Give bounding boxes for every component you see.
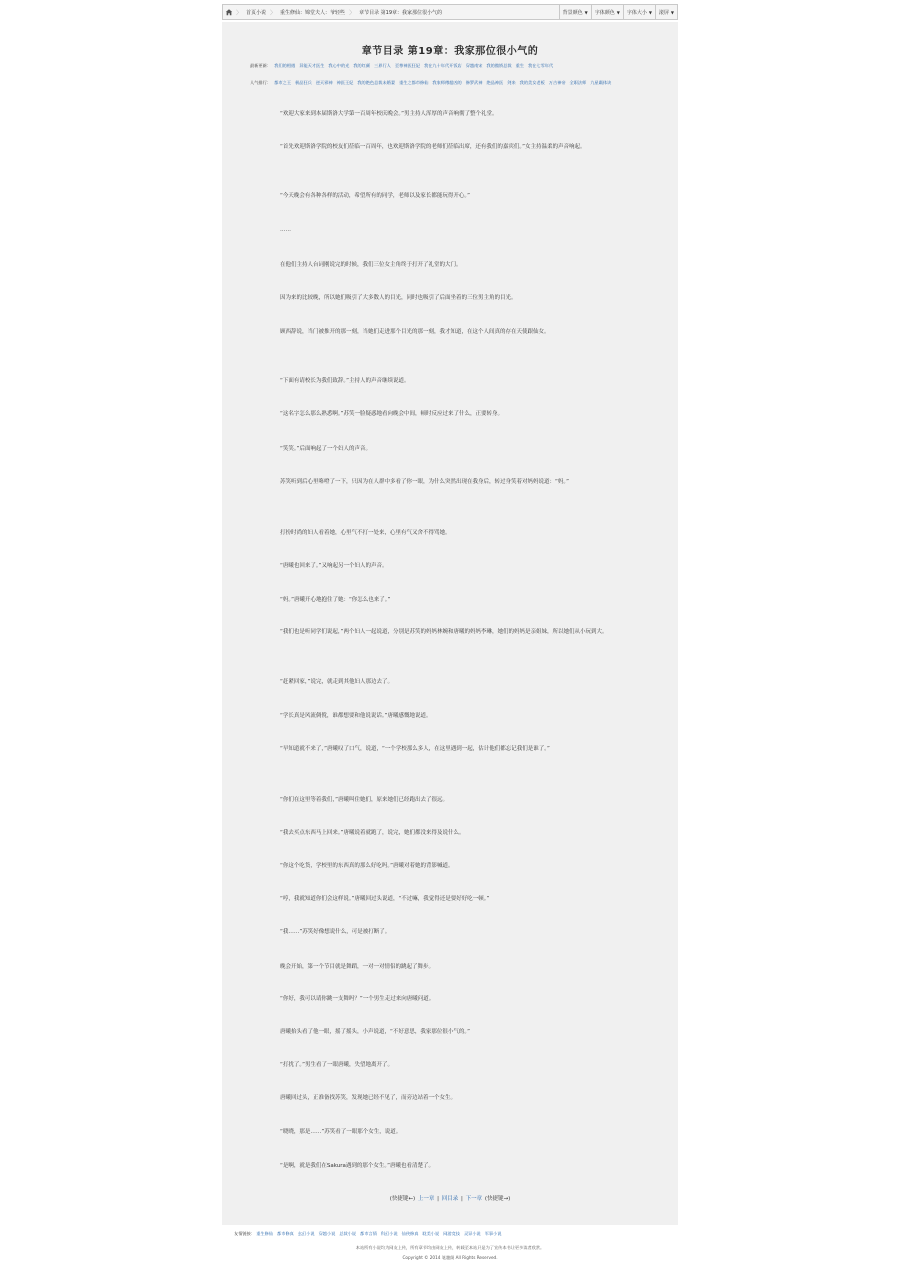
- chevron-down-icon: ▼: [584, 9, 588, 15]
- chapter-pager: [222, 1194, 678, 1202]
- latest-update-link[interactable]: 重生: [515, 63, 525, 68]
- popular-book-link[interactable]: 万古神帝: [548, 80, 566, 85]
- select-label: 字体大小: [626, 9, 647, 16]
- font-size-select[interactable]: [623, 5, 655, 19]
- chapter-paragraph: 苏笑听到后心里咯噔了一下，只因为在人群中多看了你一眼，为什么突然出现在我身后，转过身笑着对妈妈说道：“妈。”: [280, 479, 569, 485]
- friend-link[interactable]: 科幻小说: [380, 1231, 398, 1236]
- chapter-paragraph: “欢迎大家来到本届斯洛大学第一百周年校庆晚会。”男主持人浑厚的声音响彻了整个礼堂。: [280, 111, 498, 117]
- friend-links-label: 友情链接：: [234, 1231, 255, 1236]
- popular-book-link[interactable]: 神医王妃: [336, 80, 354, 85]
- chapter-paragraph: “我去买点东西马上回来。”唐曦说着就跑了，说完，她们都没来得及说什么。: [280, 830, 465, 836]
- latest-update-link[interactable]: 我的傲娇总裁: [486, 63, 512, 68]
- chapter-paragraph: “唐曦也回来了。”又响起另一个妇人的声音。: [280, 563, 388, 569]
- select-label: 滚屏: [658, 9, 669, 16]
- prev-shortcut-hint: (快捷键←): [389, 1196, 416, 1202]
- popular-ranking-label: 人气排行：: [250, 80, 271, 85]
- latest-update-link[interactable]: 我们的相遇: [274, 63, 296, 68]
- popular-book-link[interactable]: 重生之都市修仙: [399, 80, 429, 85]
- friend-link[interactable]: 军事小说: [484, 1231, 502, 1236]
- friend-links-list: [256, 1231, 505, 1236]
- popular-book-link[interactable]: 我家师傅超凶的: [432, 80, 462, 85]
- popular-book-link[interactable]: 修罗武神: [465, 80, 483, 85]
- prev-chapter-link[interactable]: 上一章: [417, 1196, 435, 1202]
- chapter-paragraph: 打扮时尚的妇人看着她，心里气不打一处来，心里有气又舍不得骂她。: [280, 530, 451, 536]
- background-color-select[interactable]: [559, 5, 591, 19]
- latest-updates-label: 最新更新：: [250, 63, 271, 68]
- next-shortcut-hint: (快捷键→): [484, 1196, 511, 1202]
- chapter-paragraph: “首先欢迎斯洛学院的校友们莅临一百周年，也欢迎斯洛学院的老师们莅临出席，还有我们的嘉宾们。”女主持温柔的声音响起。: [280, 144, 586, 150]
- chevron-down-icon: ▼: [648, 9, 652, 15]
- chapter-paragraph: 唐曦回过头，正准备找苏笑，发现她已经不见了，而旁边站着一个女生。: [280, 1095, 457, 1101]
- pager-divider: |: [437, 1196, 439, 1202]
- popular-book-link[interactable]: 逆天邪神: [315, 80, 333, 85]
- friend-link[interactable]: 都市言情: [360, 1231, 377, 1236]
- chapter-paragraph: “你这个吃货，学校里的东西真的那么好吃吗。”唐曦对着她的背影喊道。: [280, 863, 454, 869]
- breadcrumb-separator: 〉: [270, 9, 277, 17]
- site-notice: 本站所有小说均为网友上传，所有章节均由网友上传，转载至本站只是为了宣传本书让更多读者欣赏。: [355, 1245, 545, 1250]
- chapter-paragraph: “哼，我就知道你们会这样说。”唐曦回过头说道，“不过嘛，我觉得还是要好好吃一顿。”: [280, 896, 490, 902]
- chapter-paragraph: 顾西辞说，当门被推开的那一刻，当她们走进那个目光的那一刻，我才知道，在这个人间真的存在天使跟仙女。: [280, 329, 550, 335]
- table-of-contents-link[interactable]: 回目录: [441, 1196, 459, 1202]
- chapter-paragraph: “是啊，就是我们在Sakura遇到的那个女生。”唐曦也看清楚了。: [280, 1163, 434, 1169]
- breadcrumb-chapter: 章节目录 第19章：我家那位很小气的: [359, 9, 443, 16]
- latest-update-link[interactable]: 我在七零年代: [528, 63, 554, 68]
- chevron-down-icon: ▼: [670, 9, 674, 15]
- chapter-paragraph: “笑笑。”后面响起了一个妇人的声音。: [280, 446, 371, 452]
- breadcrumb-separator: 〉: [349, 9, 356, 17]
- friend-link[interactable]: 灵异小说: [463, 1231, 481, 1236]
- chevron-down-icon: ▼: [616, 9, 620, 15]
- popular-book-link[interactable]: 全职法师: [569, 80, 587, 85]
- popular-ranking: [250, 80, 650, 86]
- popular-book-link[interactable]: 都市之王: [274, 80, 292, 85]
- chapter-paragraph: “今天晚会有各种各样的活动，希望所有的同学，老师以及家长都能玩得开心。”: [280, 193, 470, 199]
- friend-link[interactable]: 耽美小说: [422, 1231, 440, 1236]
- chapter-paragraph: 因为来的比较晚，所以她们吸引了大多数人的目光，同时也吸引了后面坐着的三位男主角的目光。: [280, 295, 517, 301]
- chapter-paragraph: “我们也是听同学们说起，”两个妇人一起说道，分别是苏笑的妈妈林婉和唐曦的妈妈李琳，她们的妈妈是亲姐妹，所以她们从小玩到大。: [280, 629, 608, 635]
- friend-link[interactable]: 仙侠修真: [401, 1231, 419, 1236]
- font-color-select[interactable]: [591, 5, 623, 19]
- chapter-paragraph: ……: [280, 227, 291, 233]
- friend-link[interactable]: 玄幻小说: [297, 1231, 315, 1236]
- chapter-paragraph: 晚会开始，第一个节目就是舞蹈，一对一对情侣的跳起了舞步。: [280, 964, 435, 970]
- friend-link[interactable]: 总裁小说: [339, 1231, 357, 1236]
- latest-update-link[interactable]: 至尊神医狂妃: [394, 63, 421, 68]
- reader-settings: [559, 5, 677, 19]
- friend-link[interactable]: 穿越小说: [318, 1231, 336, 1236]
- popular-book-link[interactable]: 剑来: [507, 80, 516, 85]
- chapter-paragraph: 在他们主持人台词刚说完的时候，我们三位女主角终于打开了礼堂的大门。: [280, 262, 462, 268]
- friend-link[interactable]: 都市修真: [277, 1231, 294, 1236]
- latest-update-link[interactable]: 我心中的光: [328, 63, 350, 68]
- chapter-paragraph: “打扰了。”男生看了一眼唐曦，失望地离开了。: [280, 1062, 393, 1068]
- popular-book-link[interactable]: 极品狂兵: [295, 80, 312, 85]
- chapter-paragraph: “晓晓，那是……”苏笑看了一眼那个女生，说道。: [280, 1129, 402, 1135]
- top-nav-bar: [222, 4, 678, 20]
- popular-book-link[interactable]: 我的绝色总裁未婚妻: [357, 80, 396, 85]
- breadcrumb-separator: 〉: [236, 9, 243, 17]
- friend-link[interactable]: 网游竞技: [443, 1231, 460, 1236]
- breadcrumb-book[interactable]: 重生修仙：锦堂夫人：爷轻些: [280, 9, 346, 16]
- chapter-paragraph: “赶紧回家，”说完，就走到其他妇人那边去了。: [280, 679, 393, 685]
- chapter-paragraph: “早知道就不来了，”唐曦叹了口气，说道，“一个学校那么多人，在这里遇到一起，估计他们都忘记我们是谁了。”: [280, 746, 550, 752]
- chapter-paragraph: “学长真是风流倜傥，谁都想要和他说说话。”唐曦感慨地说道。: [280, 713, 432, 719]
- chapter-paragraph: 唐曦抬头看了他一眼，摇了摇头，小声说道，“不好意思，我家那位很小气的。”: [280, 1029, 470, 1035]
- latest-update-link[interactable]: 异能天才医生: [299, 63, 325, 68]
- latest-updates: [250, 63, 650, 69]
- friend-links: [234, 1231, 505, 1237]
- friend-link[interactable]: 重生修仙: [256, 1231, 274, 1236]
- chapter-title: 章节目录 第19章：我家那位很小气的: [361, 46, 539, 57]
- chapter-paragraph: “妈。”唐曦开心地抱住了她：“你怎么也来了。”: [280, 597, 391, 603]
- pager-divider: |: [461, 1196, 463, 1202]
- popular-ranking-links: [274, 80, 615, 85]
- chapter-paragraph: “我……”苏笑好像想说什么，可是被打断了。: [280, 929, 391, 935]
- chapter-paragraph: “这名字怎么那么熟悉啊。”苏笑一脸疑惑地看向晚会中间，顿时反应过来了什么，正要转身。: [280, 411, 503, 417]
- chapter-paragraph: “下面有请校长为我们致辞。”主持人的声音继续说道。: [280, 378, 410, 384]
- next-chapter-link[interactable]: 下一章: [465, 1196, 483, 1202]
- breadcrumb-site[interactable]: 首页小说: [246, 9, 267, 16]
- popular-book-link[interactable]: 九星霸体诀: [590, 80, 612, 85]
- reading-panel: [222, 22, 678, 1225]
- latest-update-link[interactable]: 穿越南宋: [465, 63, 483, 68]
- autoscroll-select[interactable]: [655, 5, 677, 19]
- select-label: 字体颜色: [594, 9, 615, 16]
- select-label: 背景颜色: [562, 9, 583, 16]
- popular-book-link[interactable]: 我的美女老板: [519, 80, 545, 85]
- chapter-paragraph: “你们在这里等着我们，”唐曦叫住她们，原来她们已经跑出去了很远。: [280, 797, 448, 803]
- popular-book-link[interactable]: 绝品神医: [486, 80, 504, 85]
- latest-updates-links: [274, 63, 557, 68]
- chapter-paragraph: “你好，我可以请你跳一支舞吗？”一个男生走过来向唐曦问道。: [280, 996, 435, 1002]
- latest-update-link[interactable]: 我的红颜: [353, 63, 371, 68]
- latest-update-link[interactable]: 三界行人: [374, 63, 391, 68]
- latest-update-link[interactable]: 我在九十年代开饭店: [424, 63, 462, 68]
- home-icon[interactable]: [223, 5, 235, 19]
- copyright: Copyright © 2014 笔趣阁 All Rights Reserved.: [402, 1255, 498, 1260]
